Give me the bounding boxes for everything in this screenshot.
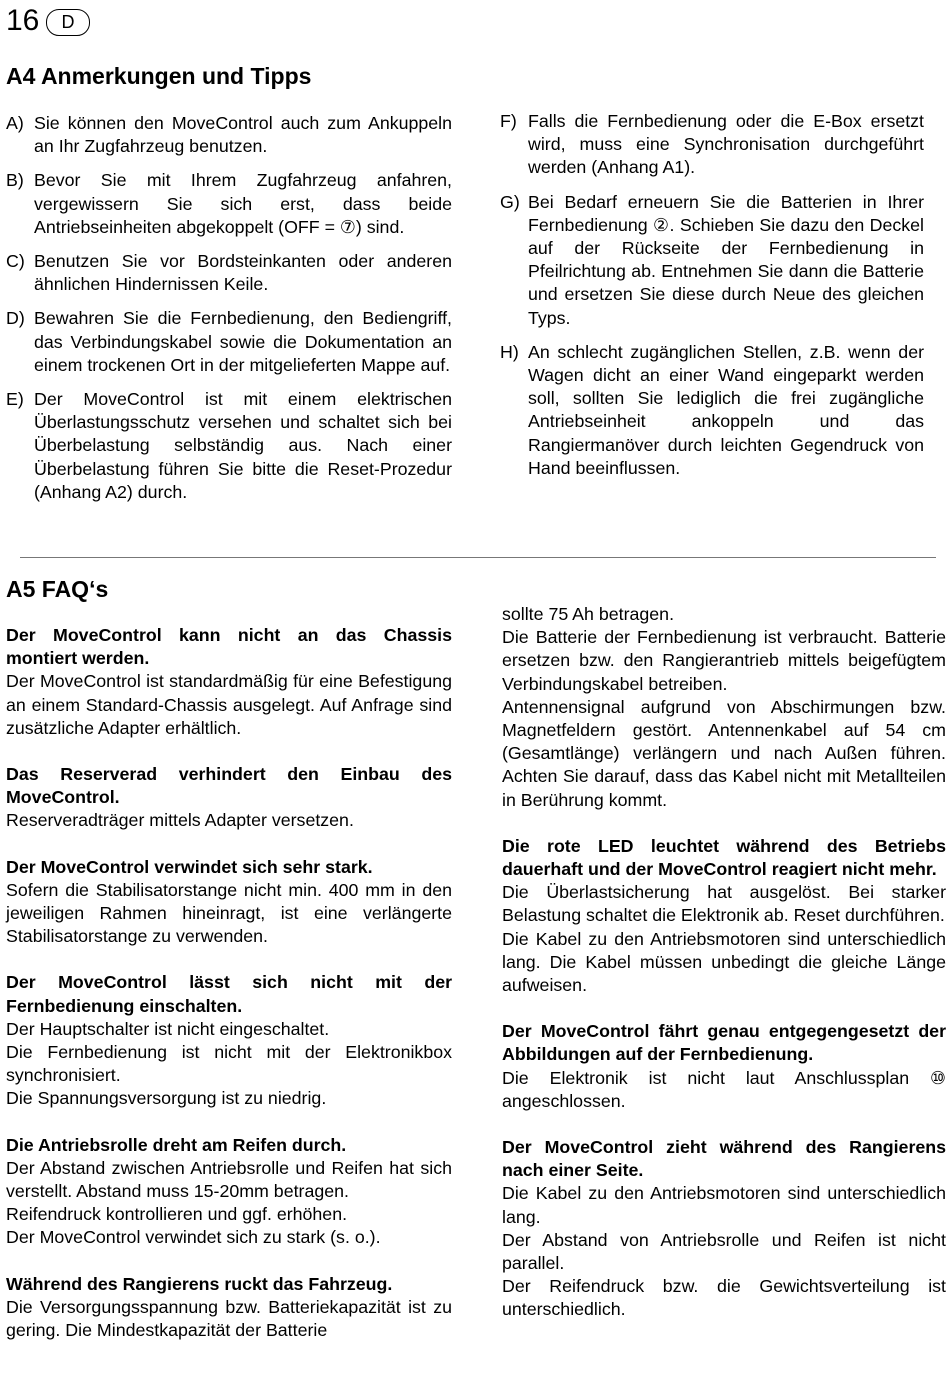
faq-answer: Die Kabel zu den Antriebsmotoren sind unterschiedlich lang.: [502, 1183, 946, 1227]
faq-question: Die rote LED leuchtet während des Betriebs dauerhaft und der MoveControl reagiert nicht mehr.: [502, 835, 946, 880]
faq-entry: [6, 1134, 452, 1250]
a4-right-column: [500, 110, 924, 491]
faq-answer: Die Elektronik ist nicht laut Anschlussplan ⑩ angeschlossen.: [502, 1067, 946, 1111]
a5-left-column: [6, 624, 452, 1365]
note-item: [6, 388, 452, 504]
note-item: [6, 307, 452, 377]
a5-right-column: [502, 603, 946, 1345]
faq-answer: Der Abstand zwischen Antriebsrolle und Reifen hat sich verstellt. Abstand muss 15-20mm betragen.: [6, 1157, 452, 1202]
faq-question: Der MoveControl lässt sich nicht mit der Fernbedienung einschalten.: [6, 972, 452, 1016]
note-label: H): [500, 341, 519, 362]
note-text: An schlecht zugänglichen Stellen, z.B. wenn der Wagen dicht an einer Wand eingeparkt werden soll, sollten Sie lediglich die frei zugängliche Antriebseinheit ankoppeln und das Rangiermanöver durch leichten Gegendruck von Hand beeinflussen.: [528, 341, 924, 478]
note-item: [500, 191, 924, 330]
note-text: Bewahren Sie die Fernbedienung, den Bediengriff, das Verbindungskabel sowie die Dokumentation an einem trockenen Ort in der mitgelieferten Mappe auf.: [34, 308, 452, 375]
faq-answer: sollte 75 Ah betragen.: [502, 604, 675, 624]
note-label: E): [6, 389, 24, 410]
section-title-a5: A5 FAQ‘s: [6, 576, 109, 602]
faq-answer: Der MoveControl ist standardmäßig für eine Befestigung an einem Standard-Chassis ausgelegt. Auf Anfrage sind zusätzliche Adapter erhältlich.: [6, 671, 452, 738]
faq-entry: [502, 835, 946, 997]
faq-question: Während des Rangierens ruckt das Fahrzeug.: [6, 1273, 393, 1294]
faq-answer: Die Fernbedienung ist nicht mit der Elektronikbox synchronisiert.: [6, 1042, 452, 1086]
note-label: F): [500, 111, 517, 131]
faq-question: Der MoveControl zieht während des Rangierens nach einer Seite.: [502, 1137, 946, 1181]
faq-answer: Sofern die Stabilisatorstange nicht min. 400 mm in den jeweiligen Rahmen hineinragt, ist eine verlängerte Stabilisatorstange zu verwenden.: [6, 879, 452, 947]
faq-answer: Die Überlastsicherung hat ausgelöst. Bei starker Belastung schaltet die Elektronik ab. Reset durchführen.: [502, 882, 946, 926]
note-item: [6, 112, 452, 158]
note-label: A): [6, 113, 24, 133]
faq-answer: Die Spannungsversorgung ist zu niedrig.: [6, 1088, 327, 1109]
section-title-a4: A4 Anmerkungen und Tipps: [6, 63, 312, 89]
faq-answer: Der Abstand von Antriebsrolle und Reifen ist nicht parallel.: [502, 1229, 946, 1274]
faq-answer: Der Hauptschalter ist nicht eingeschaltet.: [6, 1018, 330, 1039]
a4-left-column: [6, 112, 452, 515]
faq-answer: Reserveradträger mittels Adapter versetzen.: [6, 810, 354, 831]
faq-question: Der MoveControl verwindet sich sehr stark.: [6, 856, 373, 877]
note-text: Sie können den MoveControl auch zum Ankuppeln an Ihr Zugfahrzeug benutzen.: [34, 113, 452, 157]
faq-entry: [6, 971, 452, 1110]
faq-answer: Der Reifendruck bzw. die Gewichtsverteilung ist unterschiedlich.: [502, 1276, 946, 1320]
faq-question: Der MoveControl kann nicht an das Chassis montiert werden.: [6, 625, 452, 669]
faq-answer: Die Kabel zu den Antriebsmotoren sind unterschiedlich lang. Die Kabel müssen unbedingt die gleiche Länge aufweisen.: [502, 928, 946, 996]
faq-entry: [502, 1136, 946, 1322]
note-label: D): [6, 308, 25, 329]
note-item: [500, 110, 924, 180]
section-divider: [20, 557, 936, 558]
note-text: Bevor Sie mit Ihrem Zugfahrzeug anfahren, vergewissern Sie sich erst, dass beide Antriebseinheiten abgekoppelt (OFF = ⑦) sind.: [34, 170, 452, 237]
language-badge: D: [46, 9, 90, 36]
faq-question: Das Reserverad verhindert den Einbau des MoveControl.: [6, 764, 452, 808]
note-label: B): [6, 170, 24, 191]
note-item: [500, 341, 924, 480]
faq-answer: Antennensignal aufgrund von Abschirmungen bzw. Magnetfeldern gestört. Antennenkabel auf 54 cm (Gesamtlänge) verlängern und nach Außen führen. Achten Sie darauf, dass das Kabel nicht mit Metallteilen in Berührung kommt.: [502, 696, 946, 810]
faq-answer: Die Versorgungsspannung bzw. Batteriekapazität ist zu gering. Die Mindestkapazität der Batterie: [6, 1296, 452, 1341]
faq-entry: [502, 1020, 946, 1113]
faq-question: Der MoveControl fährt genau entgegengesetzt der Abbildungen auf der Fernbedienung.: [502, 1021, 946, 1065]
faq-answer: Reifendruck kontrollieren und ggf. erhöhen.: [6, 1204, 348, 1225]
note-label: G): [500, 191, 520, 212]
note-item: [6, 169, 452, 239]
note-item: [6, 250, 452, 296]
page-number: 16: [6, 4, 40, 37]
note-label: C): [6, 251, 25, 272]
note-text: Bei Bedarf erneuern Sie die Batterien in Ihrer Fernbedienung ②. Schieben Sie dazu den Deckel auf der Rückseite der Fernbedienung in Pfeilrichtung ab. Entnehmen Sie dann die Batterie und ersetzen Sie diese durch Neue des gleichen Typs.: [528, 191, 924, 328]
faq-entry: [502, 603, 946, 812]
faq-entry: [6, 1273, 452, 1343]
faq-question: Die Antriebsrolle dreht am Reifen durch.: [6, 1134, 347, 1155]
note-text: Der MoveControl ist mit einem elektrischen Überlastungsschutz versehen und schaltet sich bei Überbelastung selbständig aus. Nach einer Überbelastung führen Sie bitte die Reset-Prozedur (Anhang A2) durch.: [34, 389, 452, 502]
faq-entry: [6, 856, 452, 949]
note-text: Falls die Fernbedienung oder die E-Box ersetzt wird, muss eine Synchronisation durchgeführt werden (Anhang A1).: [528, 111, 924, 178]
faq-entry: [6, 763, 452, 833]
faq-answer: Der MoveControl verwindet sich zu stark (s. o.).: [6, 1227, 381, 1248]
note-text: Benutzen Sie vor Bordsteinkanten oder anderen ähnlichen Hindernissen Keile.: [34, 251, 452, 295]
faq-entry: [6, 624, 452, 740]
faq-answer: Die Batterie der Fernbedienung ist verbraucht. Batterie ersetzen bzw. den Rangierantrieb mittels beigefügtem Verbindungskabel betreiben.: [502, 627, 946, 694]
